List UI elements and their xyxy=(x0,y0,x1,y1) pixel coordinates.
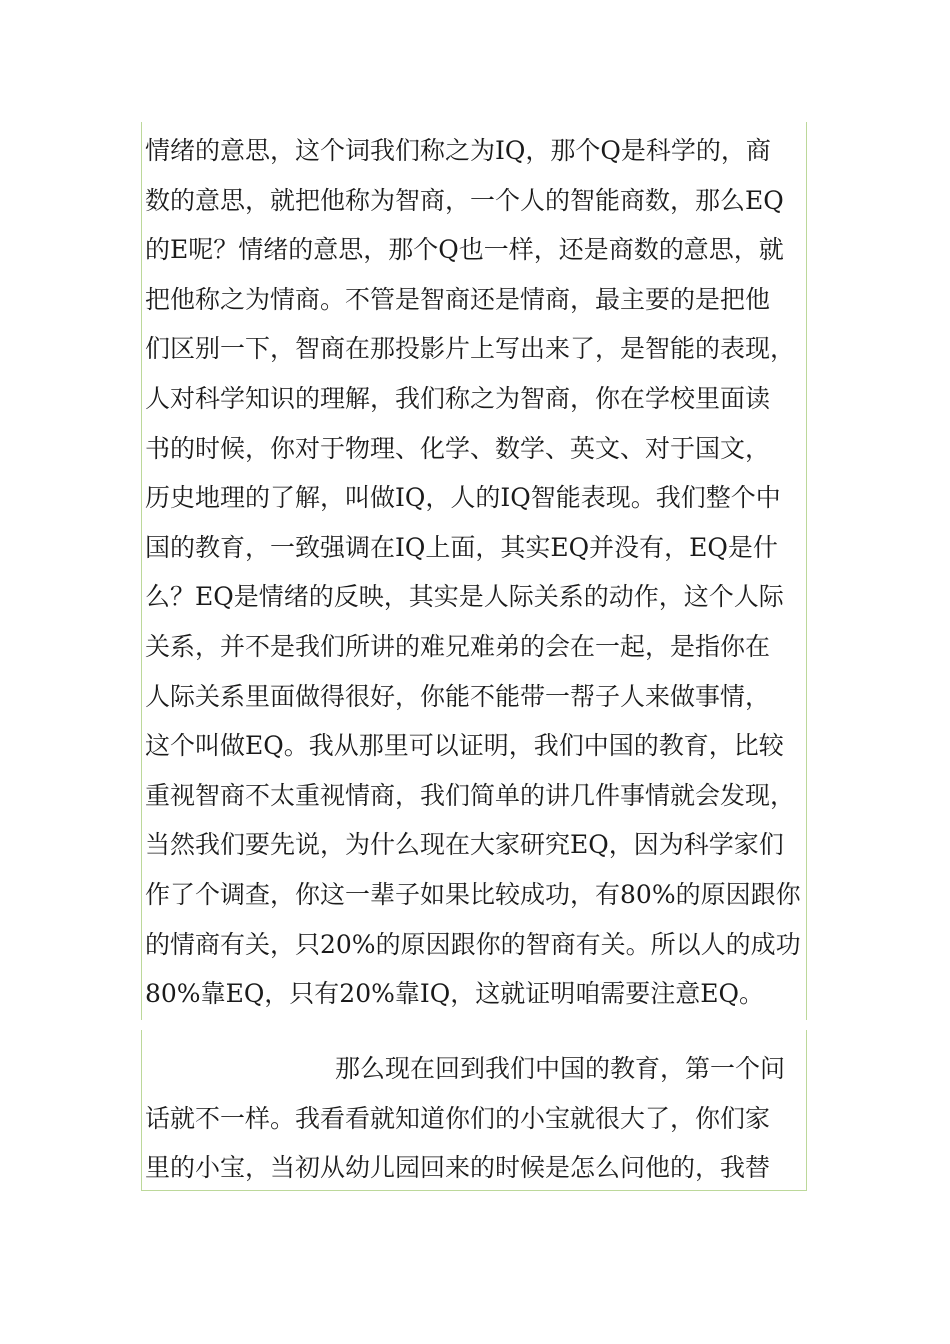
text-line: 数的意思，就把他称为智商，一个人的智能商数，那么EQ xyxy=(145,185,784,215)
text-line: 书的时候，你对于物理、化学、数学、英文、对于国文， xyxy=(145,433,771,463)
text-line: 关系，并不是我们所讲的难兄难弟的会在一起，是指你在 xyxy=(145,631,771,661)
page-frame-left xyxy=(141,122,142,1020)
text-line: 作了个调查，你这一辈子如果比较成功，有80%的原因跟你 xyxy=(145,879,801,909)
page-frame-right-lower xyxy=(806,1030,807,1190)
page-frame-left-lower xyxy=(141,1030,142,1190)
text-line: 的E呢？情绪的意思，那个Q也一样，还是商数的意思，就 xyxy=(145,235,784,265)
text-line: 人际关系里面做得很好，你能不能带一帮子人来做事情， xyxy=(145,681,771,711)
text-line: 们区别一下，智商在那投影片上写出来了，是智能的表现， xyxy=(145,334,796,364)
text-line: 当然我们要先说，为什么现在大家研究EQ，因为科学家们 xyxy=(145,830,784,860)
text-line: 话就不一样。我看看就知道你们的小宝就很大了，你们家 xyxy=(145,1103,771,1133)
text-line: 么？EQ是情绪的反映，其实是人际关系的动作，这个人际 xyxy=(145,582,784,612)
text-line: 那么现在回到我们中国的教育，第一个问 xyxy=(335,1054,786,1083)
text-line: 人对科学知识的理解，我们称之为智商，你在学校里面读 xyxy=(145,383,771,413)
text-line: 的情商有关，只20%的原因跟你的智商有关。所以人的成功 xyxy=(145,929,801,959)
text-line: 国的教育，一致强调在IQ上面，其实EQ并没有，EQ是什 xyxy=(145,532,778,562)
text-line: 情绪的意思，这个词我们称之为IQ，那个Q是科学的，商 xyxy=(145,136,771,165)
text-line: 重视智商不太重视情商，我们简单的讲几件事情就会发现， xyxy=(145,780,796,810)
text-line: 这个叫做EQ。我从那里可以证明，我们中国的教育，比较 xyxy=(145,731,784,761)
text-line: 历史地理的了解，叫做IQ，人的IQ智能表现。我们整个中 xyxy=(145,483,781,513)
text-line: 把他称之为情商。不管是智商还是情商，最主要的是把他 xyxy=(145,284,771,314)
text-line: 里的小宝，当初从幼儿园回来的时候是怎么问他的，我替 xyxy=(145,1153,771,1183)
paragraph-1 xyxy=(145,126,805,1019)
text-line: 80%靠EQ，只有20%靠IQ，这就证明咱需要注意EQ。 xyxy=(145,979,764,1009)
paragraph-2 xyxy=(145,1044,805,1193)
page-frame-right xyxy=(806,122,807,1020)
